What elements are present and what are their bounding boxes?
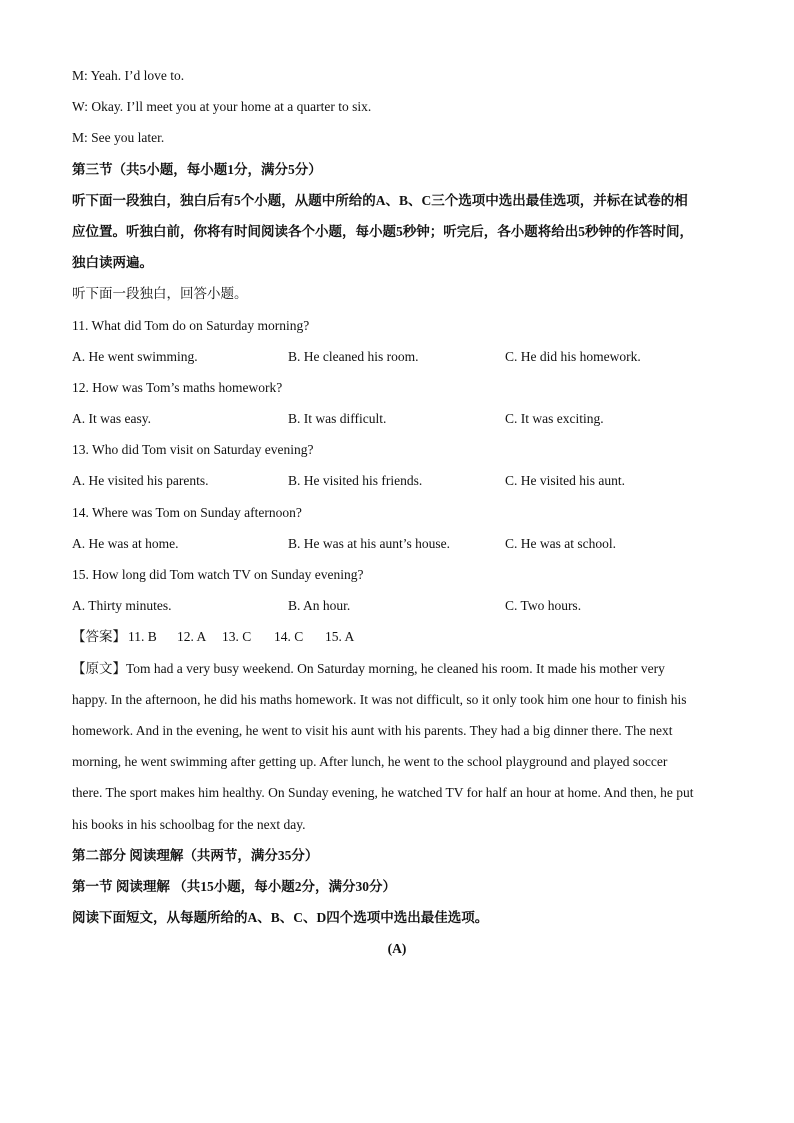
options-row — [72, 471, 732, 502]
option-a: A. It was easy. — [72, 411, 151, 427]
options-row — [72, 534, 732, 565]
transcript-line — [72, 659, 732, 690]
answer-item: 11. B — [128, 629, 157, 645]
question-stem: 11. What did Tom do on Saturday morning? — [72, 317, 310, 333]
transcript-line: homework. And in the evening, he went to visit his aunt with his parents. They had a big dinner there. The next — [72, 722, 673, 738]
instructions-line: 应位置。听独白前，你将有时间阅读各个小题，每小题5秒钟；听完后，各小题将给出5秒钟的作答时间， — [72, 223, 693, 239]
option-b: B. He was at his aunt’s house. — [288, 535, 450, 551]
option-b: B. It was difficult. — [288, 411, 387, 427]
question-stem: 14. Where was Tom on Sunday afternoon? — [72, 504, 302, 520]
option-b: B. An hour. — [288, 598, 351, 614]
section-heading: 第一节 阅读理解 （共15小题，每小题2分，满分30分） — [72, 878, 396, 894]
transcript-line: happy. In the afternoon, he did his maths homework. It was not difficult, so it only took him one hour to finish his — [72, 691, 687, 707]
answer-item: 15. A — [325, 629, 355, 645]
transcript-text: Tom had a very busy weekend. On Saturday morning, he cleaned his room. It made his mother very — [126, 660, 665, 676]
question-stem: 12. How was Tom’s maths homework? — [72, 379, 283, 395]
dialogue-line: M: See you later. — [72, 130, 165, 146]
option-c: C. He did his homework. — [505, 348, 641, 364]
option-a: A. He went swimming. — [72, 348, 198, 364]
question-stem: 13. Who did Tom visit on Saturday evening? — [72, 442, 314, 458]
section-heading: 第三节（共5小题，每小题1分，满分5分） — [72, 161, 322, 177]
transcript-line: his books in his schoolbag for the next day. — [72, 816, 306, 832]
option-b: B. He visited his friends. — [288, 473, 423, 489]
option-c: C. It was exciting. — [505, 411, 604, 427]
answer-item: 13. C — [222, 629, 252, 645]
option-c: C. Two hours. — [505, 598, 582, 614]
options-row — [72, 409, 732, 440]
transcript-line: there. The sport makes him healthy. On Sunday evening, he watched TV for half an hour at home. And then, he put — [72, 785, 694, 801]
answer-label: 【答案】 — [72, 629, 126, 645]
instructions-line: 独白读两遍。 — [72, 255, 153, 271]
transcript-label: 【原文】 — [72, 660, 126, 676]
options-row — [72, 596, 732, 627]
part-heading: 第二部分 阅读理解（共两节，满分35分） — [72, 847, 319, 863]
listening-prompt: 听下面一段独白，回答小题。 — [72, 286, 248, 302]
transcript-line: morning, he went swimming after getting up. After lunch, he went to the school playground and played soccer — [72, 754, 668, 770]
option-b: B. He cleaned his room. — [288, 348, 419, 364]
instructions-line: 听下面一段独白，独白后有5个小题，从题中所给的A、B、C三个选项中选出最佳选项，并标在试卷的相 — [72, 192, 688, 208]
answer-item: 14. C — [274, 629, 304, 645]
dialogue-line: W: Okay. I’ll meet you at your home at a quarter to six. — [72, 99, 372, 115]
option-c: C. He visited his aunt. — [505, 473, 625, 489]
option-a: A. He was at home. — [72, 535, 179, 551]
answer-key — [72, 627, 732, 658]
document-page — [72, 66, 732, 970]
dialogue-line: M: Yeah. I’d love to. — [72, 68, 185, 83]
passage-label: (A) — [387, 941, 407, 957]
reading-instruction: 阅读下面短文，从每题所给的A、B、C、D四个选项中选出最佳选项。 — [72, 910, 489, 926]
answer-item: 12. A — [177, 629, 207, 645]
options-row — [72, 347, 732, 378]
option-c: C. He was at school. — [505, 535, 616, 551]
question-stem: 15. How long did Tom watch TV on Sunday evening? — [72, 567, 364, 582]
option-a: A. He visited his parents. — [72, 473, 209, 489]
option-a: A. Thirty minutes. — [72, 598, 172, 614]
